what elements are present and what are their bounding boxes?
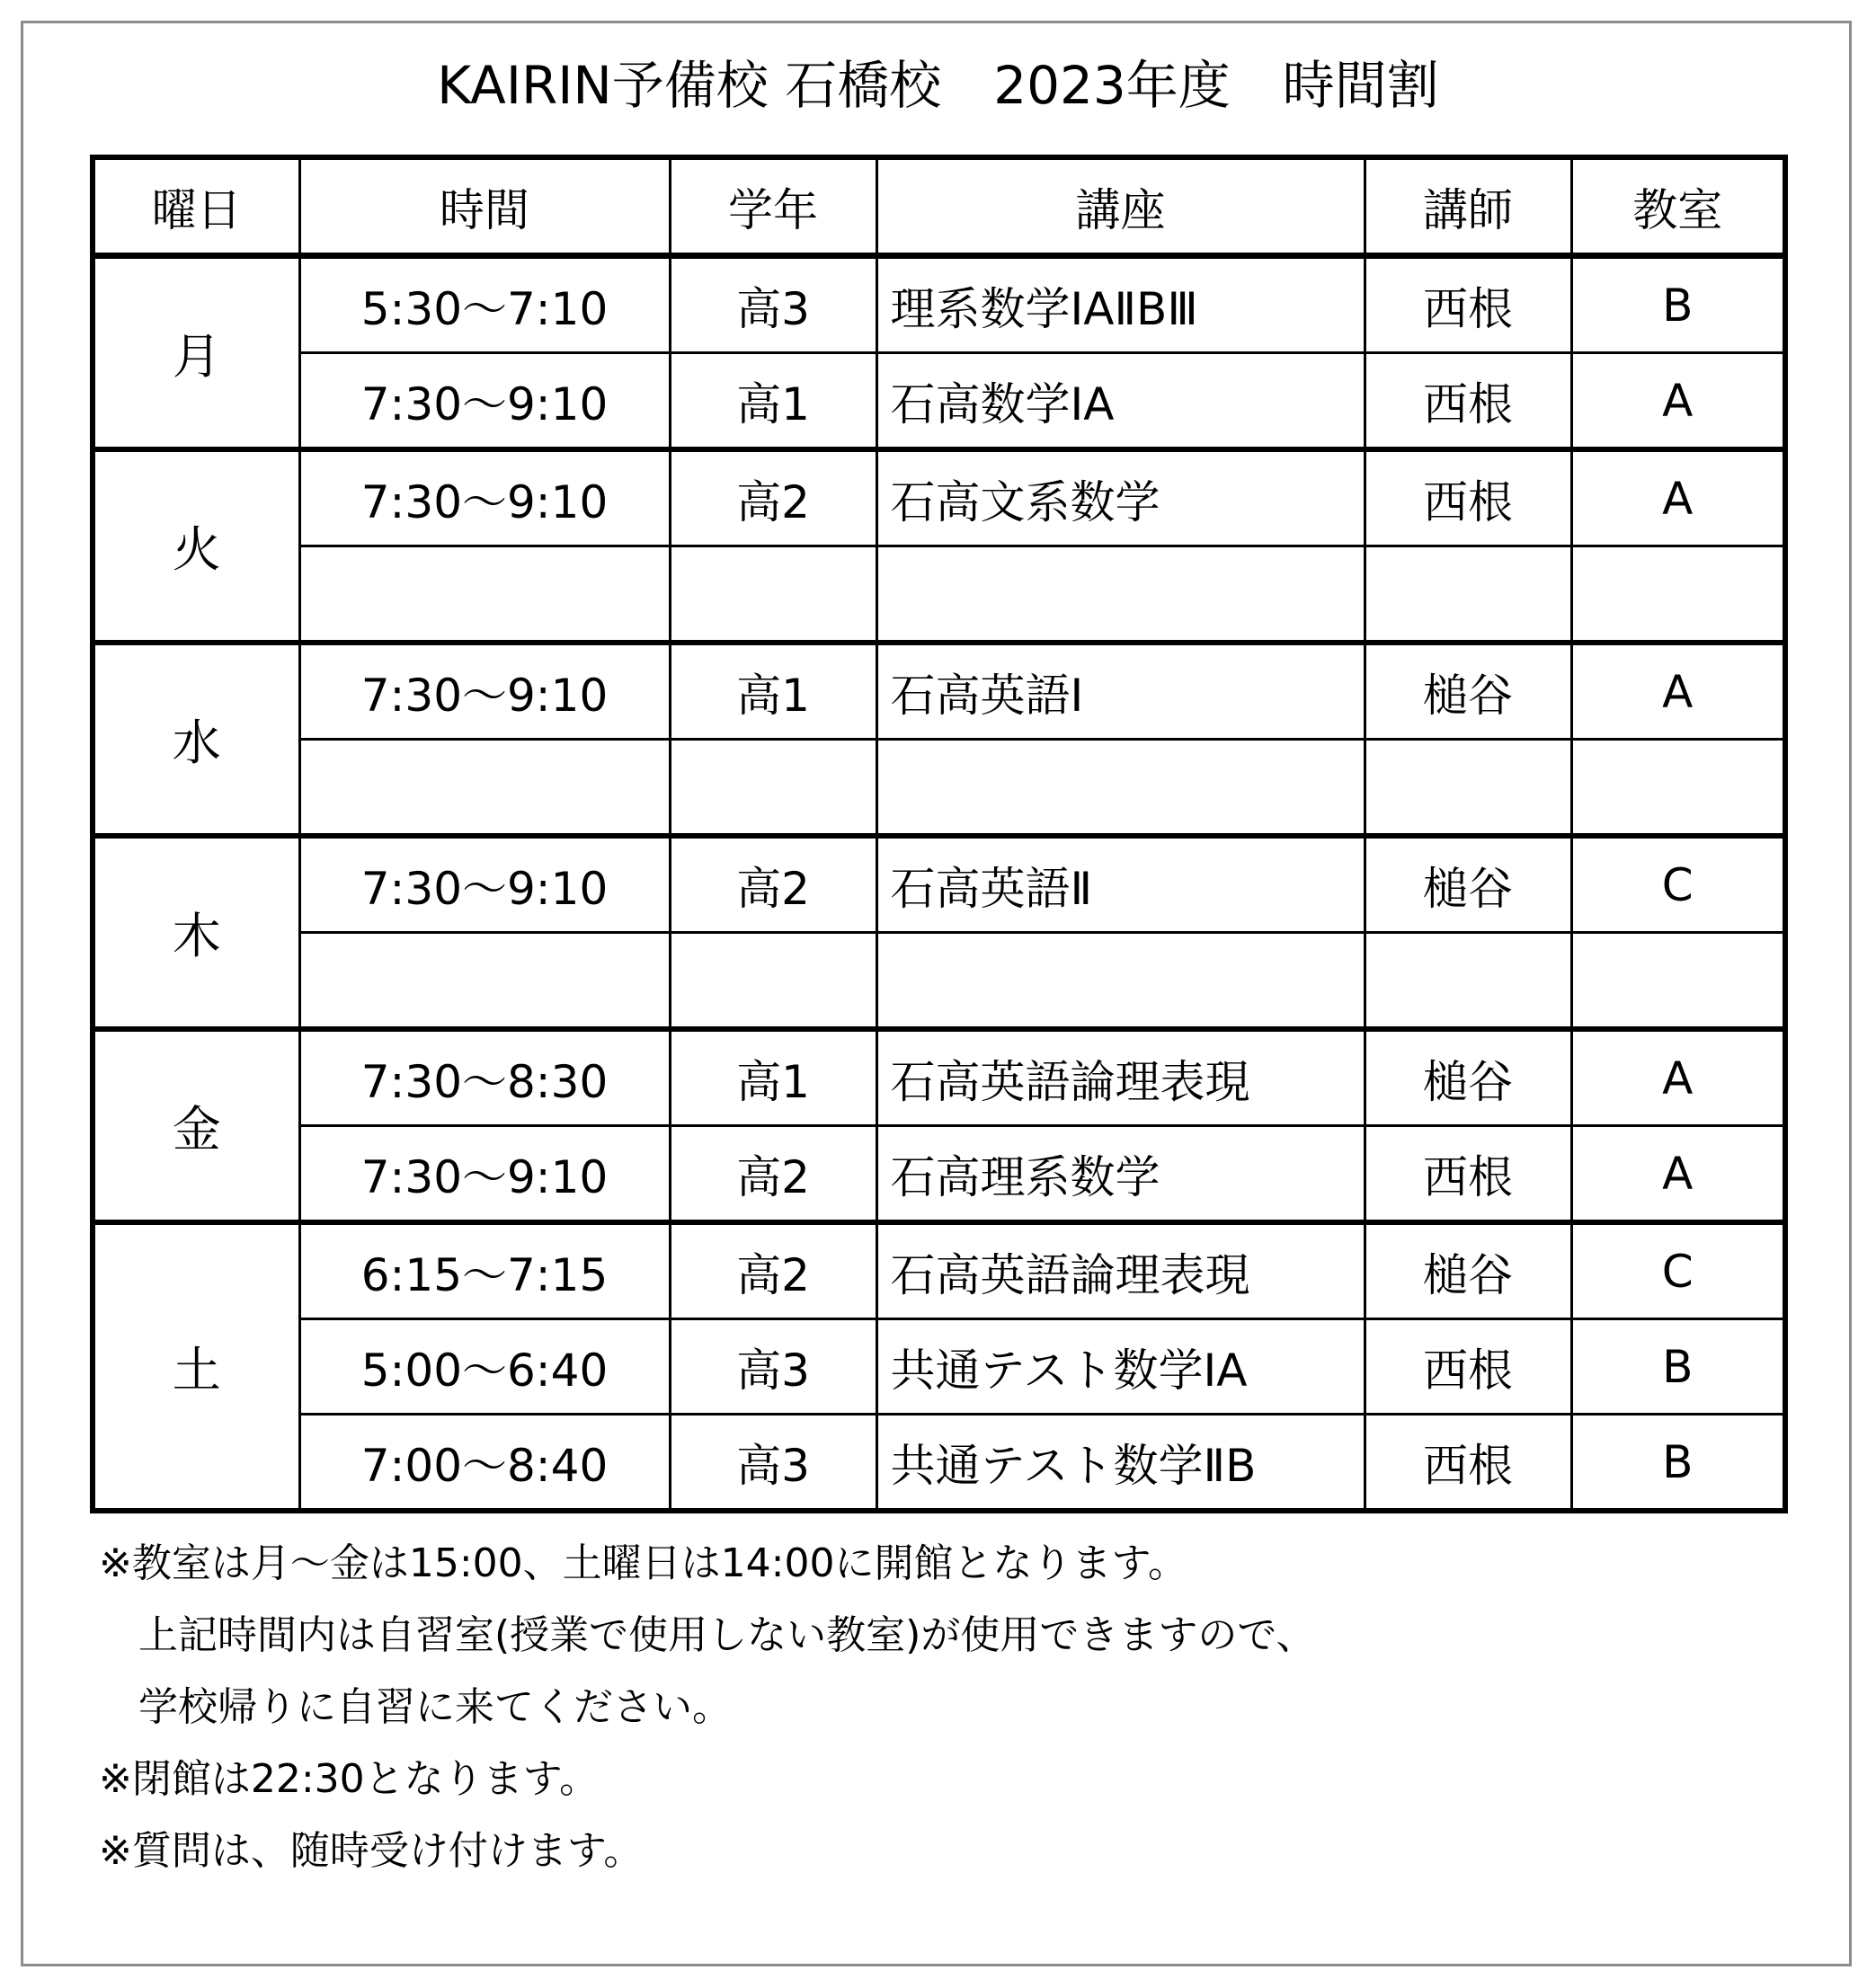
room-cell <box>1571 546 1785 643</box>
teacher-cell <box>1365 740 1571 837</box>
teacher-cell: 西根 <box>1365 256 1571 353</box>
table-row <box>93 740 1785 837</box>
teacher-cell: 西根 <box>1365 1319 1571 1415</box>
teacher-cell <box>1365 933 1571 1030</box>
day-cell: 土 <box>93 1222 299 1511</box>
day-cell: 木 <box>93 836 299 1029</box>
header-room: 教室 <box>1571 157 1785 256</box>
room-cell: A <box>1571 643 1785 740</box>
table-row <box>93 1029 1785 1126</box>
grade-cell: 高2 <box>670 1126 876 1223</box>
grade-cell: 高1 <box>670 643 876 740</box>
note-line: 上記時間内は自習室(授業で使用しない教室)が使用できますので、 <box>99 1612 1316 1658</box>
room-cell: C <box>1571 1222 1785 1319</box>
room-cell <box>1571 740 1785 837</box>
grade-cell: 高1 <box>670 353 876 450</box>
teacher-cell: 西根 <box>1365 1415 1571 1512</box>
table-row <box>93 1126 1785 1223</box>
grade-cell: 高2 <box>670 1222 876 1319</box>
teacher-cell: 西根 <box>1365 353 1571 450</box>
time-cell <box>299 933 670 1030</box>
header-grade: 学年 <box>670 157 876 256</box>
header-teacher: 講師 <box>1365 157 1571 256</box>
course-cell: 石高英語Ⅱ <box>876 836 1365 933</box>
time-cell: 7:00～8:40 <box>299 1415 670 1512</box>
notes <box>99 1528 1789 1887</box>
course-cell <box>876 546 1365 643</box>
course-cell: 石高理系数学 <box>876 1126 1365 1223</box>
teacher-cell: 槌谷 <box>1365 1222 1571 1319</box>
course-cell <box>876 933 1365 1030</box>
table-row <box>93 256 1785 353</box>
time-cell: 7:30～8:30 <box>299 1029 670 1126</box>
table-row <box>93 933 1785 1030</box>
note-line: ※閉館は22:30となります。 <box>99 1756 600 1802</box>
table-row <box>93 1415 1785 1512</box>
grade-cell: 高1 <box>670 1029 876 1126</box>
header-course: 講座 <box>876 157 1365 256</box>
grade-cell: 高2 <box>670 449 876 546</box>
grade-cell <box>670 740 876 837</box>
room-cell <box>1571 933 1785 1030</box>
note-line: ※質問は、随時受け付けます。 <box>99 1828 644 1874</box>
header-day: 曜日 <box>93 157 299 256</box>
time-cell: 7:30～9:10 <box>299 353 670 450</box>
course-cell: 石高数学ⅠA <box>876 353 1365 450</box>
time-cell: 7:30～9:10 <box>299 643 670 740</box>
timetable <box>90 155 1788 1513</box>
grade-cell: 高3 <box>670 256 876 353</box>
grade-cell: 高3 <box>670 1319 876 1415</box>
table-row <box>93 449 1785 546</box>
time-cell: 5:30～7:10 <box>299 256 670 353</box>
course-cell: 理系数学ⅠAⅡBⅢ <box>876 256 1365 353</box>
course-cell: 共通テスト数学ⅠA <box>876 1319 1365 1415</box>
room-cell: B <box>1571 1319 1785 1415</box>
time-cell: 7:30～9:10 <box>299 836 670 933</box>
room-cell: B <box>1571 256 1785 353</box>
grade-cell <box>670 933 876 1030</box>
grade-cell: 高2 <box>670 836 876 933</box>
table-row <box>93 836 1785 933</box>
course-cell <box>876 740 1365 837</box>
course-cell: 石高英語論理表現 <box>876 1222 1365 1319</box>
time-cell <box>299 546 670 643</box>
teacher-cell: 西根 <box>1365 1126 1571 1223</box>
room-cell: A <box>1571 449 1785 546</box>
teacher-cell: 槌谷 <box>1365 643 1571 740</box>
table-row <box>93 643 1785 740</box>
day-cell: 月 <box>93 256 299 450</box>
note-line: 学校帰りに自習に来てください。 <box>99 1684 732 1730</box>
room-cell: B <box>1571 1415 1785 1512</box>
table-row <box>93 546 1785 643</box>
day-cell: 金 <box>93 1029 299 1222</box>
time-cell: 7:30～9:10 <box>299 449 670 546</box>
course-cell: 石高英語論理表現 <box>876 1029 1365 1126</box>
header-row <box>93 157 1785 256</box>
time-cell: 5:00～6:40 <box>299 1319 670 1415</box>
room-cell: A <box>1571 353 1785 450</box>
teacher-cell <box>1365 546 1571 643</box>
table-row <box>93 1222 1785 1319</box>
day-cell: 火 <box>93 449 299 643</box>
teacher-cell: 西根 <box>1365 449 1571 546</box>
grade-cell: 高3 <box>670 1415 876 1512</box>
grade-cell <box>670 546 876 643</box>
time-cell: 7:30～9:10 <box>299 1126 670 1223</box>
table-row <box>93 1319 1785 1415</box>
room-cell: A <box>1571 1029 1785 1126</box>
time-cell <box>299 740 670 837</box>
page-title: KAIRIN予備校 石橋校 2023年度 時間割 <box>437 55 1439 116</box>
time-cell: 6:15～7:15 <box>299 1222 670 1319</box>
header-time: 時間 <box>299 157 670 256</box>
table-row <box>93 353 1785 450</box>
room-cell: A <box>1571 1126 1785 1223</box>
note-line: ※教室は月～金は15:00、土曜日は14:00に開館となります。 <box>99 1540 1187 1586</box>
room-cell: C <box>1571 836 1785 933</box>
course-cell: 石高英語Ⅰ <box>876 643 1365 740</box>
course-cell: 共通テスト数学ⅡB <box>876 1415 1365 1512</box>
teacher-cell: 槌谷 <box>1365 836 1571 933</box>
day-cell: 水 <box>93 643 299 836</box>
teacher-cell: 槌谷 <box>1365 1029 1571 1126</box>
course-cell: 石高文系数学 <box>876 449 1365 546</box>
